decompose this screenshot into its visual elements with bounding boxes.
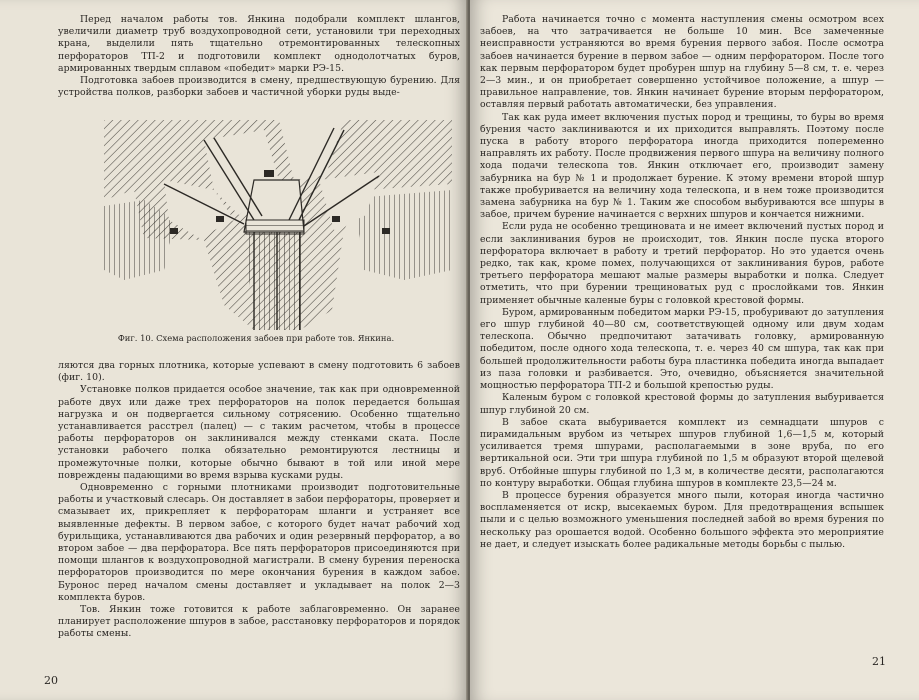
paragraph: В процессе бурения образуется много пыли, которая иногда частично воспламеняется от искр, высекаемых буром. Для предотвращения вспышек пыли и с целью возможного уменьшения последней забой во время бурения по нескольку раз орошается водой. Особенно большого эффекта это мероприятие не дает, и следует изыскать более радикальные методы борьбы с пылью. [480,489,884,550]
right-page [470,0,919,700]
paragraph: Каленым буром с головкой крестовой формы до затупления выбуривается шпур глубиной 20 см. [480,392,884,416]
left-bottom-text [58,360,460,641]
mine-workings-diagram [104,120,452,330]
paragraph: В забое ската выбуривается комплект из семнадцати шпуров с пирамидальным врубом из четырех шпуров глубиной 1,6—1,5 м, который усиливается тремя шпурами, располагаемыми в зоне вруба, по его вертикальной оси. Эти три шпура глубиной по 1,5 м образуют второй щелевой вруб. Отбойные шпуры глубиной по 1,3 м, в количестве десяти, располагаются по контуру выработки. Общая глубина шпуров в комплекте 23,5—24 м. [480,416,884,489]
paragraph: Если руда не особенно трещиновата и не имеет включений пустых пород и если заклинивания буров не происходит, тов. Янкин после пуска второго перфоратора включает в работу и третий перфоратор. Но это удается очень редко, так как, кроме помех, получающихся от заклинивания буров, работе третьего перфоратора мешают малые размеры выработки и полка. Следует отметить, что при бурении трещиноватых руд с прослойками тов. Янкин применяет обычные каленые буры с головкой крестовой формы. [480,221,884,306]
paragraph: Буром, армированным победитом марки РЭ-15, пробуривают до затупления его шпур глубиной 40—80 см, соответствующей одному или двум ходам телескопа. Обычно предпочитают затачивать головку, армированную победитом, после одного хода телескопа, т. е. через 40 см шпура, так как при большей продолжительности работы бура пластинка победита иногда выпадает из паза головки и разбивается. Это, очевидно, объясняется значительной мощностью перфоратора ТП-2 и большой крепостью руды. [480,306,884,392]
paragraph: Работа начинается точно с момента наступления смены осмотром всех забоев, на что затрачивается не больше 10 мин. Все замеченные неисправности устраняются во время бурения первого забоя. После осмотра забоев начинается бурение в первом забое — одним перфоратором. После того как первым перфоратором будет пробурен шпур на глубину 5—8 см, т. е. через 2—3 мин., и он приобретает совершенно устойчивое положение, а шпур — правильное направление, тов. Янкин начинает бурение вторым перфоратором, оставляя первый работать автоматически, без управления. [480,14,884,111]
paragraph: Подготовка забоев производится в смену, предшествующую бурению. Для устройства полков, разборки забоев и частичной уборки руды выде- [58,75,460,99]
paragraph: Так как руда имеет включения пустых пород и трещины, то буры во время бурения часто заклиниваются и их приходится выправлять. Поэтому после пуска в работу второго перфоратора иногда приходится попеременно направлять их работу. После продвижения первого шпура на величину полного хода подачи телескопа тов. Янкин отключает его, производит замену забурника на бур № 1 и продолжает бурение. К этому времени второй шпур также пробуривается на величину хода телескопа, и в нем тоже производится замена забурника на бур № 1. Таким же способом выбуриваются все шпуры в забое, причем бурение начинается с верхних шпуров и кончается нижними. [480,111,884,221]
paragraph: Установке полков придается особое значение, так как при одновременной работе двух или даже трех перфораторов на полок передается большая нагрузка и он подвергается сильному сотрясению. Особенно тщательно устанавливается расстрел (палец) — с таким расчетом, чтобы в процессе работы перфораторов он заклинивался между стенками ската. После установки рабочего полка обязательно ремонтируются лестницы и промежуточные полки, которые обычно бывают в той или иной мере повреждены падающими во время взрыва кусками руды. [58,384,460,481]
page-number: 20 [44,674,58,687]
paragraph: Тов. Янкин тоже готовится к работе заблаговременно. Он заранее планирует расположение шпуров в забое, расстановку перфораторов и порядок работы смены. [58,604,460,640]
figure-caption: Фиг. 10. Схема расположения забоев при работе тов. Янкина. [117,333,395,343]
left-top-text [58,14,460,99]
paragraph: ляются два горных плотника, которые успевают в смену подготовить 6 забоев (фиг. 10). [58,360,460,384]
paragraph: Одновременно с горными плотниками производит подготовительные работы и участковый слесарь. Он доставляет в забои перфораторы, проверяет и смазывает их, прикрепляет к перфораторам шланги и устраняет все выявленные дефекты. В первом забое, с которого будет начат рабочий ход бурильщика, устанавливаются два рабочих и один резервный перфоратор, а во втором забое — два перфоратора. Все пять перфораторов присоединяются при помощи шлангов к воздухопроводной магистрали. В смену бурения переноска перфораторов производится по мере окончания бурения в каждом забое. Буронос перед началом смены доставляет и укладывает на полок 2—3 комплекта буров. [58,482,460,603]
right-text [480,14,884,551]
page-number: 21 [872,655,886,668]
paragraph: Перед началом работы тов. Янкина подобрали комплект шлангов, увеличили диаметр труб воздухопроводной сети, установили три переходных крана, выделили пять тщательно отремонтированных телескопных перфораторов ТП-2 и подготовили комплект однодолотчатых буров, армированных твердым сплавом «победит» марки РЭ-15. [58,14,460,74]
